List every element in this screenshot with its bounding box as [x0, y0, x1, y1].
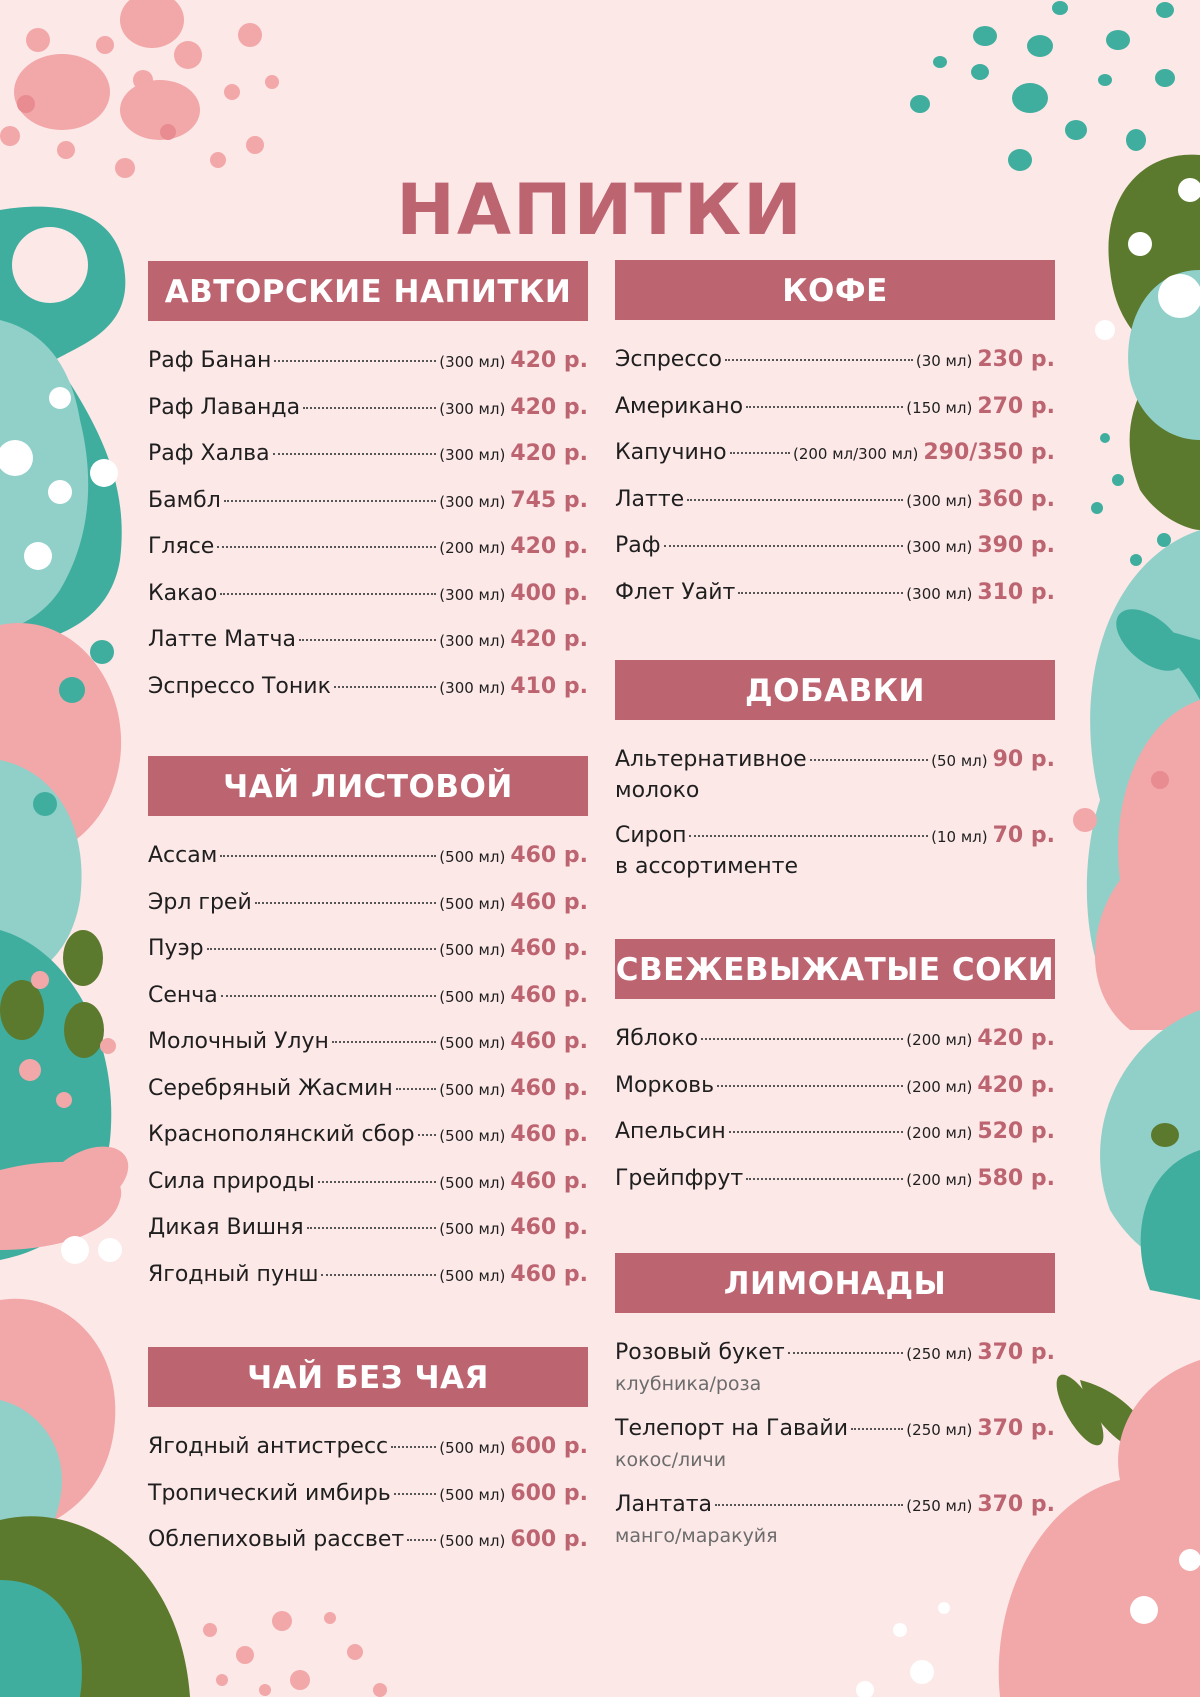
item-price: 290/350 р. [923, 440, 1055, 465]
dot-leader [255, 902, 437, 904]
section-banner: ЧАЙ БЕЗ ЧАЯ [148, 1347, 588, 1407]
item-name: Какао [148, 580, 218, 606]
menu-item-row [615, 1340, 1055, 1370]
pink-dots-bottom [203, 1611, 387, 1697]
menu-item [148, 441, 588, 471]
dot-leader [224, 500, 436, 502]
item-price: 460 р. [510, 936, 588, 961]
dot-leader [318, 1181, 436, 1183]
item-name: Раф [615, 533, 661, 558]
item-price: 580 р. [977, 1165, 1055, 1191]
menu-item-row [615, 394, 1055, 424]
item-name-line2: в ассортименте [615, 854, 799, 879]
item-volume: (500 мл) [439, 1034, 506, 1052]
item-name: Бамбл [148, 487, 221, 513]
item-volume: (500 мл) [439, 1220, 506, 1238]
menu-item [148, 1434, 588, 1464]
dot-leader [687, 499, 903, 501]
item-volume: (500 мл) [439, 1266, 506, 1285]
item-price: 420 р. [977, 1026, 1055, 1051]
item-price: 460 р. [510, 1215, 588, 1240]
item-volume: (200 мл) [906, 1170, 973, 1189]
item-flavor: манго/маракуйя [615, 1525, 778, 1547]
item-volume: (300 мл) [906, 584, 973, 603]
menu-item [615, 1026, 1055, 1056]
item-price: 420 р. [510, 394, 588, 420]
menu-item [615, 1119, 1055, 1149]
item-volume: (300 мл) [439, 353, 506, 371]
item-volume: (300 мл) [906, 491, 973, 510]
menu-item-row [148, 627, 588, 657]
item-name: Лантата [615, 1492, 713, 1517]
item-price: 390 р. [977, 533, 1055, 558]
menu-item-row [148, 395, 588, 425]
menu-item-row [148, 1215, 588, 1245]
menu-item-row [615, 580, 1055, 610]
menu-item [148, 488, 588, 518]
menu-item-row [615, 487, 1055, 517]
item-price: 600 р. [510, 1434, 588, 1459]
menu-item-row [615, 1166, 1055, 1196]
item-volume: (500 мл) [439, 1173, 506, 1192]
item-volume: (500 мл) [439, 1127, 506, 1145]
menu-section [615, 260, 1055, 605]
dot-leader [689, 835, 928, 837]
item-name: Капучино [615, 440, 727, 465]
item-volume: (300 мл) [439, 678, 506, 697]
item-price: 460 р. [510, 1122, 588, 1147]
item-name: Эспрессо Тоник [148, 673, 331, 699]
item-name: Облепиховый рассвет [148, 1527, 405, 1552]
menu-item-row [148, 1262, 588, 1292]
section-banner: ДОБАВКИ [615, 660, 1055, 720]
item-name: Латте Матча [148, 627, 296, 652]
item-price: 745 р. [510, 487, 588, 513]
item-price: 370 р. [977, 1340, 1055, 1365]
menu-item [615, 747, 1055, 805]
dot-leader [303, 407, 436, 409]
item-price: 460 р. [510, 1261, 588, 1287]
dot-leader [307, 1227, 437, 1229]
item-price: 230 р. [977, 347, 1055, 372]
section-banner: ЛИМОНАДЫ [615, 1253, 1055, 1313]
item-name: Серебряный Жасмин [148, 1075, 393, 1101]
item-name: Дикая Вишня [148, 1215, 304, 1240]
dot-leader [746, 406, 903, 408]
item-name: Яблоко [615, 1026, 699, 1051]
menu-item-row [615, 533, 1055, 563]
item-name: Ягодный антистресс [148, 1434, 389, 1459]
item-price: 460 р. [510, 889, 588, 915]
item-price: 460 р. [510, 982, 588, 1008]
menu-item-row [148, 1527, 588, 1557]
menu-item-row [148, 843, 588, 873]
item-volume: (500 мл) [439, 1532, 506, 1550]
item-name: Флет Уайт [615, 579, 736, 605]
menu-item [148, 1169, 588, 1199]
dot-leader [220, 855, 436, 857]
menu-item-row [148, 1169, 588, 1199]
dot-leader [207, 948, 437, 950]
item-price: 460 р. [510, 1168, 588, 1194]
menu-item [148, 1527, 588, 1557]
item-volume: (300 мл) [906, 538, 973, 556]
item-name: Раф Лаванда [148, 394, 301, 420]
item-price: 520 р. [977, 1119, 1055, 1144]
menu-item-row [148, 441, 588, 471]
menu-item-row [148, 674, 588, 704]
item-name: Пуэр [148, 936, 204, 961]
menu-item [148, 1262, 588, 1292]
menu-item [148, 890, 588, 920]
menu-item [615, 487, 1055, 517]
menu-item [148, 843, 588, 873]
item-name: Морковь [615, 1072, 715, 1098]
dot-leader [273, 453, 437, 455]
item-price: 420 р. [510, 534, 588, 559]
item-price: 420 р. [510, 441, 588, 466]
item-volume: (300 мл) [439, 399, 506, 418]
item-volume: (250 мл) [906, 1421, 973, 1439]
dot-leader [725, 359, 913, 361]
menu-item-row [148, 983, 588, 1013]
menu-item-row [148, 1434, 588, 1464]
menu-item [148, 936, 588, 966]
item-name: Грейпфрут [615, 1165, 744, 1191]
menu-item-row [615, 1416, 1055, 1446]
menu-item-row [148, 348, 588, 378]
item-name: Американо [615, 393, 744, 419]
item-name: Эрл грей [148, 889, 252, 915]
menu-item [615, 1166, 1055, 1196]
menu-section [148, 756, 588, 1287]
item-price: 460 р. [510, 1075, 588, 1101]
item-price: 90 р. [992, 747, 1055, 772]
item-price: 460 р. [510, 1029, 588, 1054]
item-name: Апельсин [615, 1119, 726, 1144]
dot-leader [321, 1274, 436, 1276]
menu-item [615, 1340, 1055, 1398]
item-volume: (500 мл) [439, 987, 506, 1006]
menu-item [148, 534, 588, 564]
item-volume: (300 мл) [439, 492, 506, 511]
item-name: Глясе [148, 534, 215, 559]
dot-leader [730, 452, 790, 454]
item-price: 420 р. [510, 627, 588, 652]
item-price: 410 р. [510, 673, 588, 699]
item-volume: (250 мл) [906, 1345, 973, 1363]
item-name: Ягодный пунш [148, 1261, 319, 1287]
item-name-line2: молоко [615, 778, 700, 803]
menu-item [148, 1481, 588, 1511]
item-price: 600 р. [510, 1480, 588, 1506]
item-name: Раф Халва [148, 441, 270, 466]
item-volume: (30 мл) [915, 352, 973, 370]
menu-item [148, 983, 588, 1013]
menu-item-row [615, 347, 1055, 377]
item-volume: (50 мл) [931, 752, 988, 770]
item-price: 310 р. [977, 579, 1055, 605]
page-title: НАПИТКИ [396, 168, 804, 251]
dot-leader [334, 686, 436, 688]
item-price: 370 р. [977, 1416, 1055, 1441]
menu-item [148, 627, 588, 657]
menu-item-row [148, 534, 588, 564]
menu-item [615, 580, 1055, 610]
section-banner: АВТОРСКИЕ НАПИТКИ [148, 261, 588, 321]
menu-item-row [148, 1481, 588, 1511]
menu-item-row [148, 1029, 588, 1059]
menu-item [148, 1029, 588, 1059]
menu-item [615, 440, 1055, 470]
dot-leader [729, 1131, 904, 1133]
item-price: 400 р. [510, 580, 588, 606]
dot-leader [717, 1085, 903, 1087]
item-name: Розовый букет [615, 1340, 785, 1365]
item-volume: (500 мл) [439, 1080, 506, 1099]
item-price: 420 р. [510, 348, 588, 373]
item-volume: (500 мл) [439, 894, 506, 913]
item-volume: (500 мл) [439, 1485, 506, 1504]
item-name: Ассам [148, 843, 218, 868]
item-name: Эспрессо [615, 347, 722, 372]
item-name: Сила природы [148, 1168, 315, 1194]
dot-leader [407, 1539, 436, 1541]
item-flavor: кокос/личи [615, 1449, 727, 1471]
menu-item [615, 1492, 1055, 1550]
dot-leader [274, 360, 436, 362]
menu-item-row [615, 823, 1055, 853]
dot-leader [810, 759, 928, 761]
menu-section [148, 1347, 588, 1552]
menu-item [615, 347, 1055, 377]
dot-leader [418, 1134, 437, 1136]
menu-section [615, 1253, 1055, 1547]
menu-section [148, 261, 588, 699]
menu-item [148, 1215, 588, 1245]
item-name: Латте [615, 486, 685, 512]
dot-leader [217, 546, 436, 548]
menu-section [615, 660, 1055, 879]
menu-item [148, 581, 588, 611]
item-name: Альтернативное [615, 747, 807, 772]
menu-item [148, 1122, 588, 1152]
item-price: 270 р. [977, 393, 1055, 419]
menu-item [148, 1076, 588, 1106]
item-volume: (10 мл) [931, 828, 988, 846]
item-name: Тропический имбирь [148, 1480, 391, 1506]
item-price: 420 р. [977, 1072, 1055, 1098]
dot-leader [394, 1493, 437, 1495]
menu-item-row [148, 1076, 588, 1106]
item-name: Сенча [148, 982, 218, 1008]
dot-leader [391, 1446, 436, 1448]
item-volume: (250 мл) [906, 1497, 973, 1515]
dot-leader [701, 1038, 903, 1040]
item-name: Молочный Улун [148, 1029, 329, 1054]
menu-item [148, 674, 588, 704]
item-volume: (500 мл) [439, 848, 506, 866]
dot-leader [664, 545, 904, 547]
menu-item [615, 533, 1055, 563]
menu-item-row [148, 581, 588, 611]
menu-item-row [615, 747, 1055, 777]
item-volume: (200 мл) [906, 1077, 973, 1096]
item-price: 70 р. [992, 823, 1055, 848]
menu-item-row [615, 440, 1055, 470]
dot-leader [746, 1178, 903, 1180]
dot-leader [332, 1041, 436, 1043]
item-volume: (300 мл) [439, 446, 506, 464]
menu-item [615, 1073, 1055, 1103]
menu-item-row [615, 1073, 1055, 1103]
item-flavor: клубника/роза [615, 1373, 762, 1395]
menu-item-row [148, 488, 588, 518]
menu-item-row [148, 1122, 588, 1152]
item-price: 600 р. [510, 1527, 588, 1552]
item-volume: (200 мл/300 мл) [792, 445, 919, 463]
item-name: Сироп [615, 823, 687, 848]
dot-leader [299, 639, 436, 641]
dot-leader [738, 592, 903, 594]
menu-item-row [615, 1492, 1055, 1522]
dot-leader [715, 1504, 903, 1506]
menu-item-row [615, 1119, 1055, 1149]
menu-item [615, 823, 1055, 881]
menu-item-row [148, 936, 588, 966]
dot-leader [851, 1428, 903, 1430]
item-volume: (300 мл) [439, 632, 506, 650]
dot-leader [221, 995, 437, 997]
item-name: Телепорт на Гавайи [615, 1416, 848, 1441]
dot-leader [788, 1352, 904, 1354]
menu-item-row [615, 1026, 1055, 1056]
item-volume: (200 мл) [439, 539, 506, 557]
item-volume: (200 мл) [906, 1124, 973, 1142]
dot-leader [220, 593, 436, 595]
menu-item-row [148, 890, 588, 920]
item-volume: (300 мл) [439, 585, 506, 604]
menu-item [615, 394, 1055, 424]
item-price: 370 р. [977, 1492, 1055, 1517]
section-banner: КОФЕ [615, 260, 1055, 320]
item-name: Краснополянский сбор [148, 1122, 415, 1147]
item-price: 360 р. [977, 486, 1055, 512]
item-price: 460 р. [510, 843, 588, 868]
item-volume: (500 мл) [439, 941, 506, 959]
menu-item [615, 1416, 1055, 1474]
item-volume: (500 мл) [439, 1439, 506, 1457]
dot-leader [396, 1088, 437, 1090]
item-volume: (200 мл) [906, 1031, 973, 1049]
section-banner: ЧАЙ ЛИСТОВОЙ [148, 756, 588, 816]
menu-item [148, 348, 588, 378]
menu-section [615, 939, 1055, 1191]
item-name: Раф Банан [148, 348, 272, 373]
pink-dots-top-left [0, 0, 279, 178]
section-banner: СВЕЖЕВЫЖАТЫЕ СОКИ [615, 939, 1055, 999]
menu-item [148, 395, 588, 425]
item-volume: (150 мл) [906, 398, 973, 417]
